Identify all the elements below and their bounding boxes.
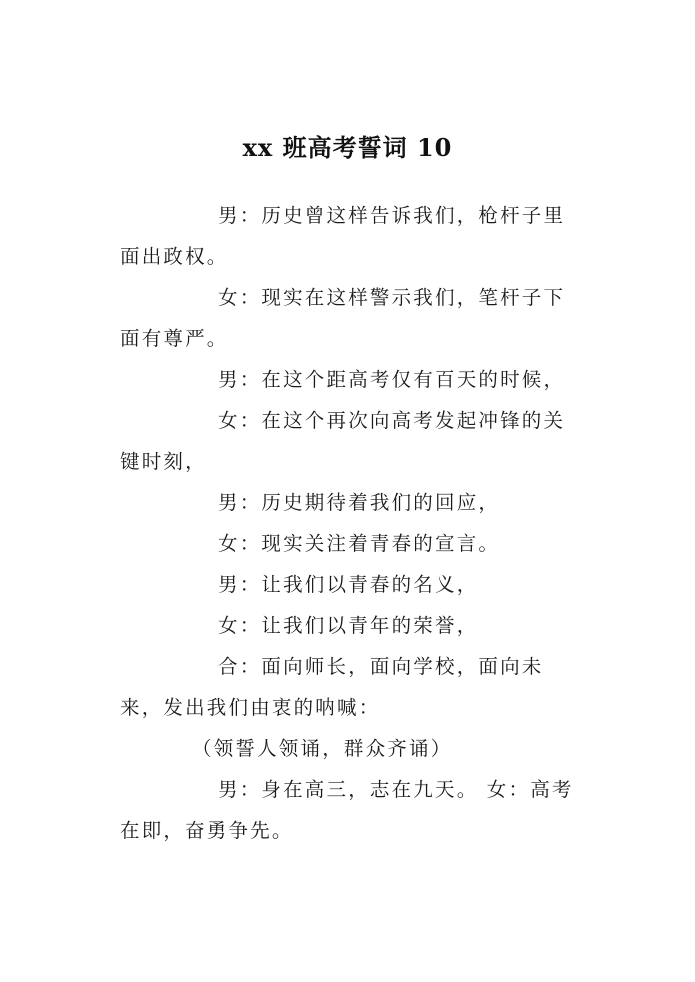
document-title: xx 班高考誓词 10: [242, 133, 453, 162]
paragraph: 男：历史期待着我们的回应，: [218, 491, 501, 514]
document-body: [120, 195, 582, 851]
paragraph: 男：身在高三，志在九天。 女：高考在即，奋勇争先。: [120, 778, 574, 842]
stage-direction: （领誓人领诵，群众齐诵）: [192, 737, 453, 760]
paragraph: 女：现实关注着青春的宣言。: [218, 532, 501, 555]
paragraph: 男：历史曾这样告诉我们，枪杆子里面出政权。: [120, 204, 566, 268]
paragraph: 女：现实在这样警示我们，笔杆子下面有尊严。: [120, 286, 566, 350]
paragraph: 女：让我们以青年的荣誉，: [218, 614, 479, 637]
paragraph: 女：在这个再次向高考发起冲锋的关键时刻，: [120, 409, 566, 473]
paragraph: 男：让我们以青春的名义，: [218, 573, 479, 596]
paragraph: 男：在这个距高考仅有百天的时候，: [218, 368, 566, 391]
paragraph: 合：面向师长，面向学校，面向未来，发出我们由衷的呐喊：: [120, 655, 544, 719]
